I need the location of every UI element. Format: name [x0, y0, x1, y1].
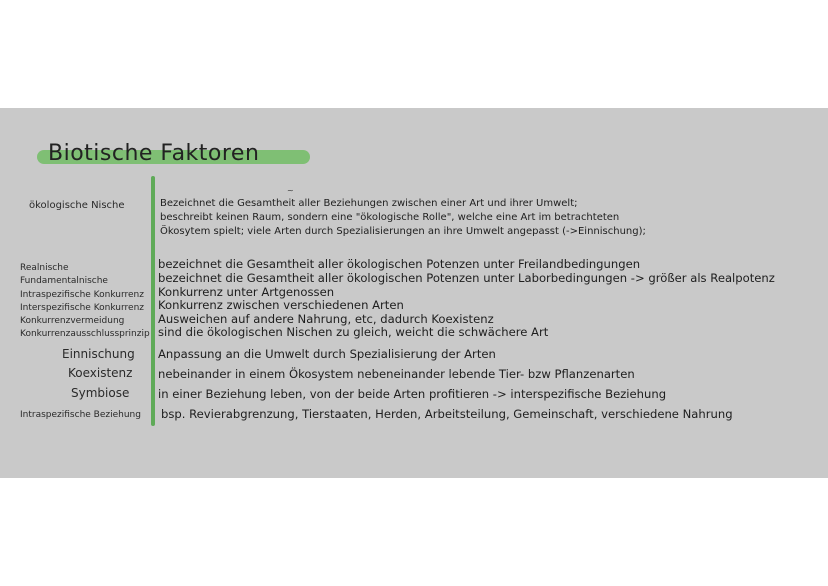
term-intraspezifische-beziehung: Intraspezifische Beziehung	[20, 410, 141, 420]
tick-mark: ~	[287, 186, 294, 195]
definition-einnischung: Anpassung an die Umwelt durch Spezialisierung der Arten	[158, 347, 496, 361]
definition-interspezifische-konkurrenz: Konkurrenz zwischen verschiedenen Arten	[158, 298, 404, 312]
definition-realnische: bezeichnet die Gesamtheit aller ökologischen Potenzen unter Freilandbedingungen	[158, 257, 641, 271]
term-einnischung: Einnischung	[62, 347, 135, 361]
term-realnische: Realnische	[20, 263, 69, 273]
term-symbiose: Symbiose	[71, 386, 130, 400]
definition-line: Bezeichnet die Gesamtheit aller Beziehungen zwischen einer Art und ihrer Umwelt;	[160, 198, 578, 209]
column-divider	[151, 176, 155, 426]
definition-konkurrenzvermeidung: Ausweichen auf andere Nahrung, etc, dadurch Koexistenz	[158, 312, 494, 326]
definition-line: beschreibt keinen Raum, sondern eine "ökologische Rolle", welche eine Art im betrachteten	[160, 212, 620, 223]
page-title: Biotische Faktoren	[48, 141, 260, 166]
definition-intraspezifische-konkurrenz: Konkurrenz unter Artgenossen	[158, 285, 335, 299]
definition-symbiose: in einer Beziehung leben, von der beide Arten profitieren -> interspezifische Beziehung	[158, 387, 667, 401]
term-konkurrenzausschlussprinzip: Konkurrenzausschlussprinzip	[20, 329, 150, 339]
definition-fundamentalnische: bezeichnet die Gesamtheit aller ökologischen Potenzen unter Laborbedingungen -> größer als Realpotenz	[158, 271, 775, 285]
term-fundamentalnische: Fundamentalnische	[20, 276, 108, 286]
term-intraspezifische-konkurrenz: Intraspezifische Konkurrenz	[20, 290, 144, 300]
definition-intraspezifische-beziehung: bsp. Revierabgrenzung, Tierstaaten, Herden, Arbeitsteilung, Gemeinschaft, verschiedene Nahrung	[161, 407, 733, 421]
term-koexistenz: Koexistenz	[68, 366, 133, 380]
term-interspezifische-konkurrenz: Interspezifische Konkurrenz	[20, 303, 145, 313]
definition-koexistenz: nebeinander in einem Ökosystem nebeneinander lebende Tier- bzw Pflanzenarten	[158, 367, 635, 381]
term-oekologische-nische: ökologische Nische	[29, 200, 125, 211]
definition-konkurrenzausschlussprinzip: sind die ökologischen Nischen zu gleich, weicht die schwächere Art	[158, 325, 549, 339]
definition-line: Ökosytem spielt; viele Arten durch Spezialisierungen an ihre Umwelt angepasst (->Einnischung);	[160, 226, 646, 237]
term-konkurrenzvermeidung: Konkurrenzvermeidung	[20, 316, 125, 326]
